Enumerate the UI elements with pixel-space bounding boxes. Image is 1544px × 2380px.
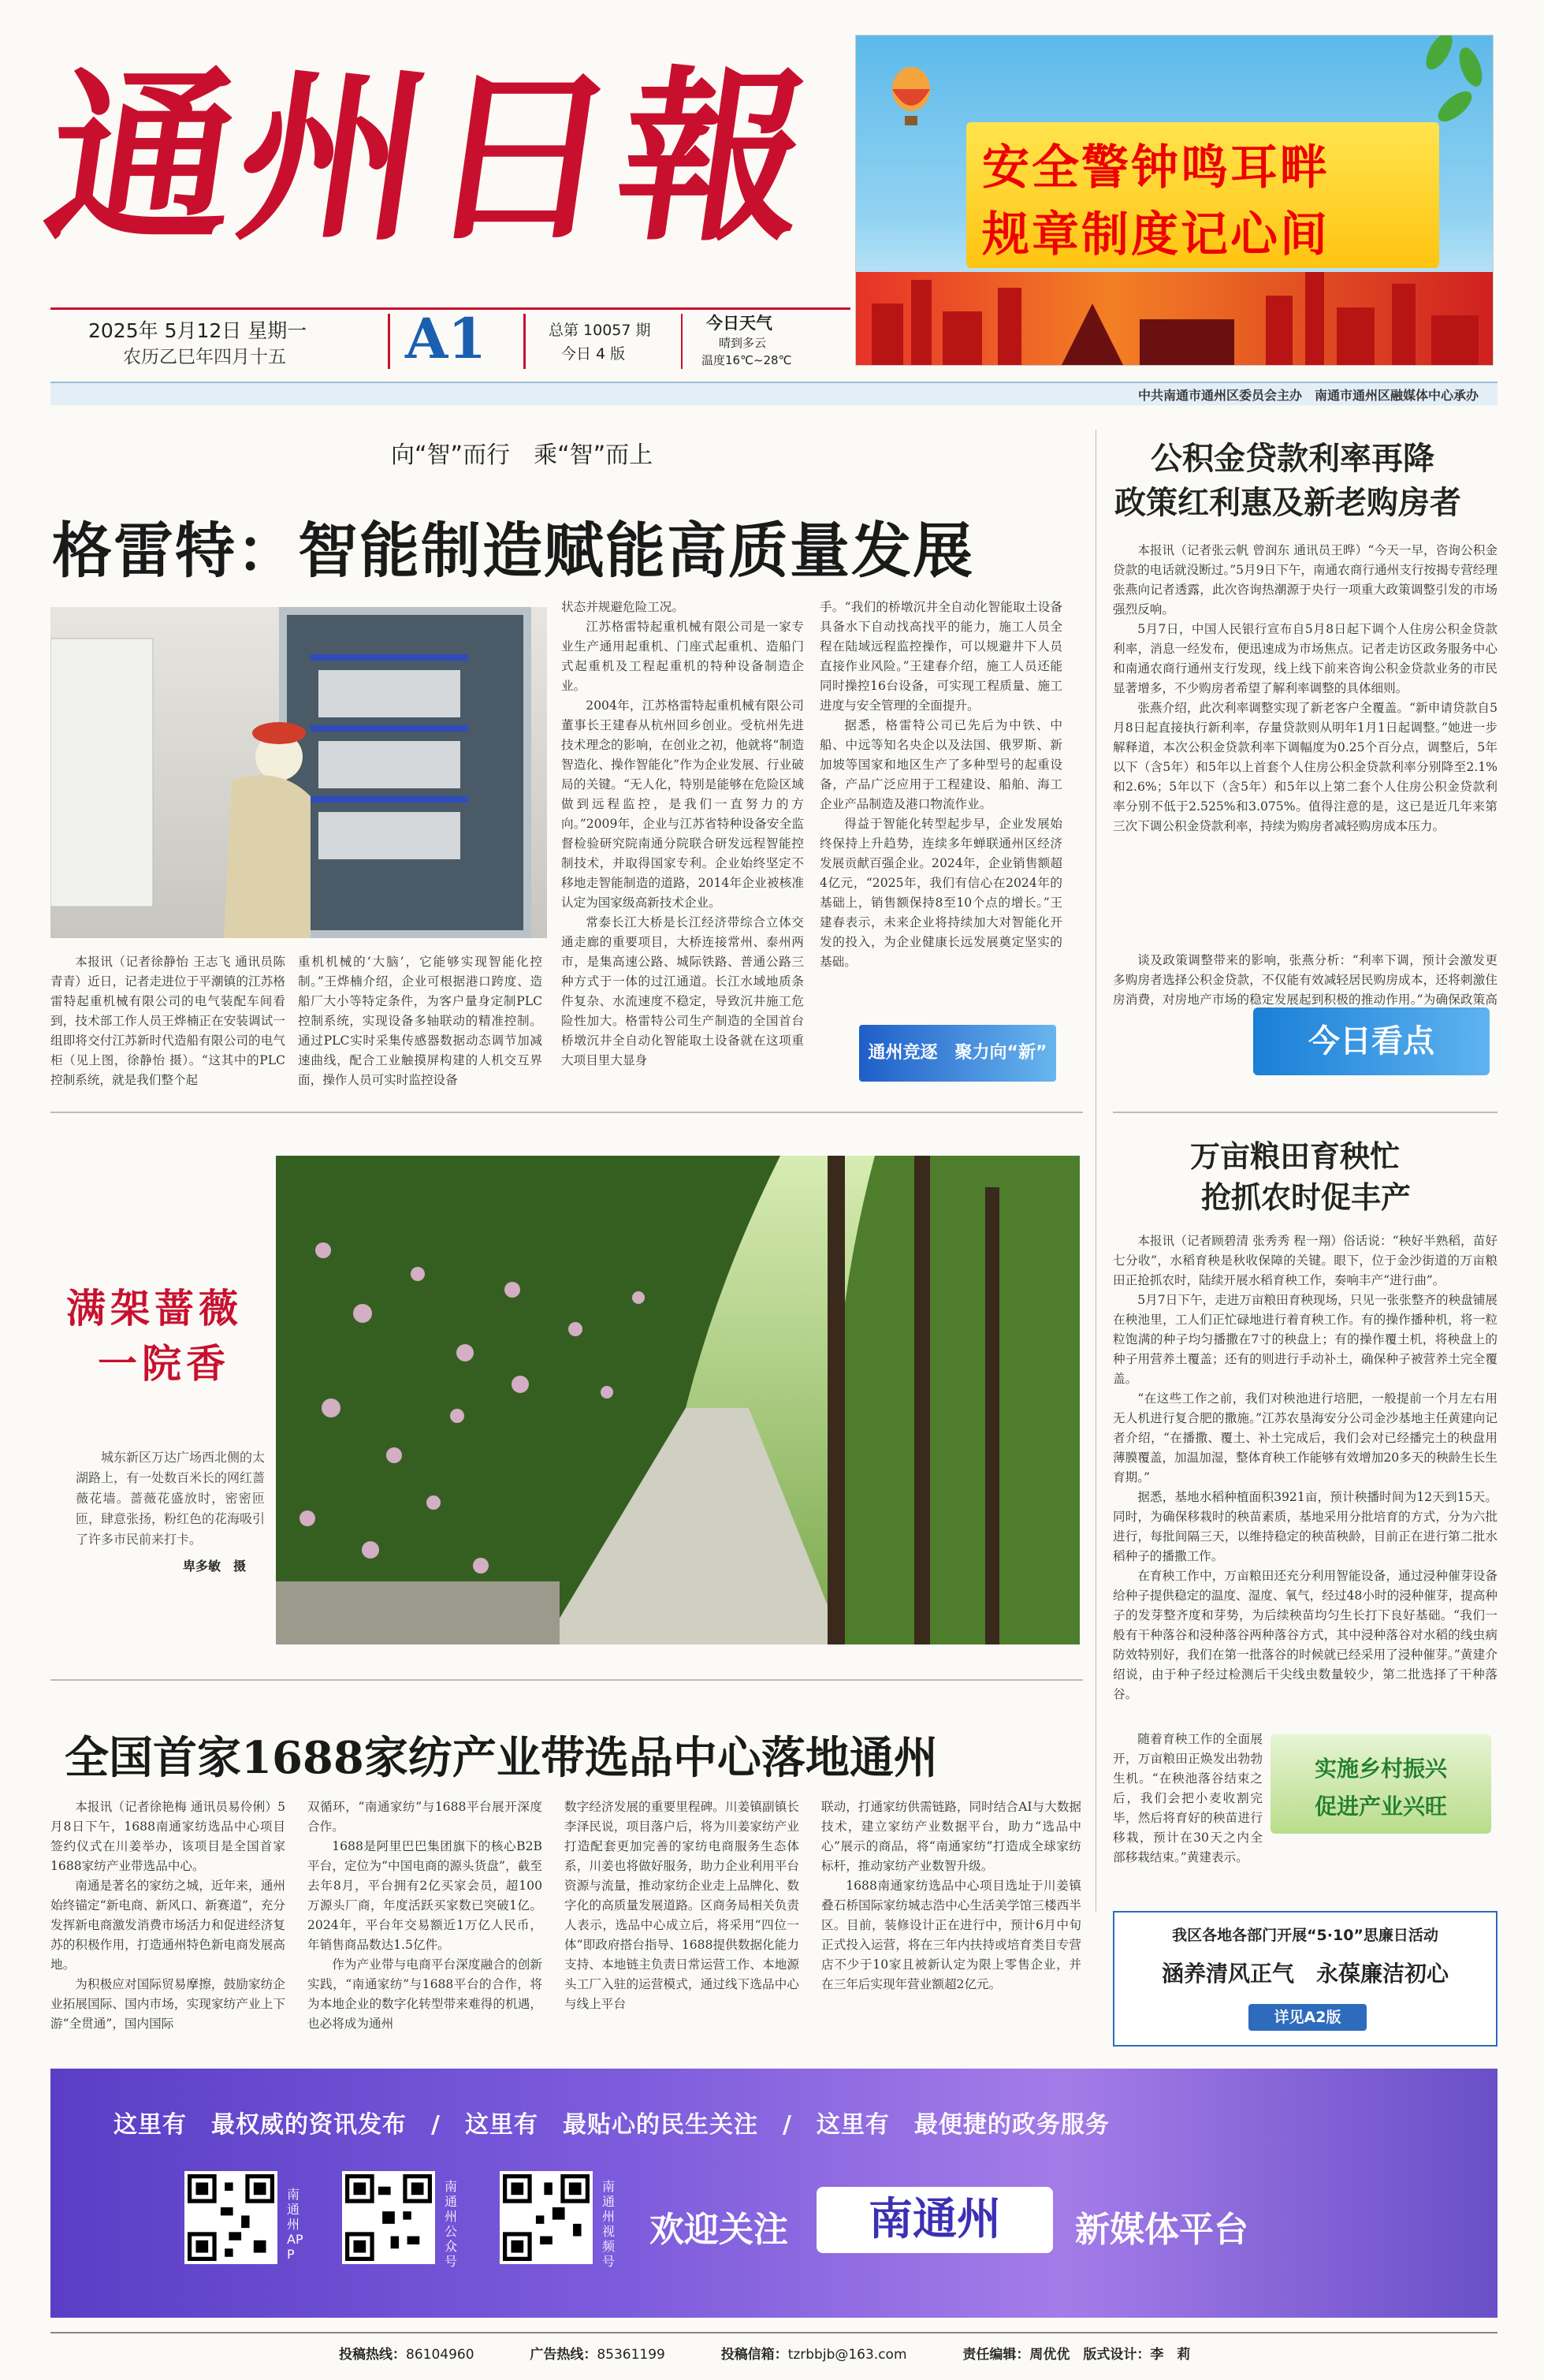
feature-caption: 城东新区万达广场西北侧的太湖路上，有一处数百米长的网红蔷薇花墙。蔷薇花盛放时，密密匝匝，肆意张扬，粉红色的花海吸引了许多市民前来打卡。 [76,1450,265,1547]
qr-code-icon [188,2174,274,2261]
bottom-col-2 [307,1797,542,2054]
right2-headline-2: 抢抓农时促丰产 [1201,1180,1412,1215]
notice-more-link[interactable]: 详见A2版 [1248,2004,1367,2031]
bottom-col2-para-2: 1688是阿里巴巴集团旗下的核心B2B平台，定位为“中国电商的源头货盘”，截至去年8月，平台拥有2亿买家会员，超100万源头厂商，年度活跃买家数已突破1亿。2024年，平台年交易额近1万亿人民币，年销售商品数达1.5亿件。 [307,1839,542,1952]
lead-col-3 [561,598,804,1090]
ad-cta-pre: 欢迎关注 [649,2210,788,2250]
weather-temp: 温度16℃~28℃ [701,353,792,367]
feature-title-2: 一院香 [98,1340,230,1387]
lead-col3-para-2: 江苏格雷特起重机械有限公司是一家专业生产通用起重机、门座式起重机、造船门式起重机及工程起重机的特种设备制造企业。 [561,620,804,693]
right1-para-4: 谈及政策调整带来的影响，张燕分析：“利率下调，预计会激发更多购房者选择公积金贷款，不仅能有效减轻居民购房成本，还将刺激住房消费，对房地产市场的稳定发展起到积极的推动作用。”为确保政策高 [1113,953,1497,1007]
weather-title: 今日天气 [706,314,772,333]
lead-col3-para-1: 状态并规避危险工况。 [561,600,684,614]
ad-hotline-number: 85361199 [597,2347,665,2363]
leaves-icon [1408,35,1494,138]
ad-slogan: 这里有 最权威的资讯发布 / 这里有 最贴心的民生关注 / 这里有 最便捷的政务服务 [113,2111,1110,2139]
qr-code-video[interactable] [500,2171,593,2264]
city-skyline-icon [856,272,1494,366]
bottom-col-1 [50,1797,285,2054]
qr-code-icon [345,2174,432,2261]
hotline-label: 投稿热线： [339,2347,406,2363]
tongzhou-competition-logo: 通州竞逐 聚力向“新” [859,1025,1056,1082]
rural-logo-line-1: 实施乡村振兴 [1314,1756,1447,1782]
lead-col4-para-3: 得益于智能化转型起步早，企业发展始终保持上升趋势，连续多年蝉联通州区经济发展贡献百强企业。2024年，企业销售额超4亿元，“2025年，我们有信心在2024年的基础上，销售额保持8至10个点的增长。”王建春表示，未来企业将持续加大对智能化开发的投入，为企业健康长远发展奠定坚实的基础。 [820,817,1062,969]
notice-box [1113,1911,1497,2047]
banner-line-1: 安全警钟鸣耳畔 [982,140,1330,196]
lead-col4-para-2: 据悉，格雷特公司已先后为中铁、中船、中远等知名央企以及法国、俄罗斯、新加坡等国家和地区生产了多种型号的起重设备，产品广泛应用于工程建设、船舶、海工企业产品制造及港口物流作业。 [820,718,1062,811]
right1-para-2: 5月7日，中国人民银行宣布自5月8日起下调个人住房公积金贷款利率，消息一经发布，便迅速成为市场焦点。记者走访区政务服务中心和南通农商行通州支行发现，线上线下前来咨询公积金贷款业务的市民显著增多，不少购房者希望了解利率调整的具体细则。 [1113,622,1497,695]
bottom-col4-para-2: 1688南通家纺选品中心项目选址于川姜镇叠石桥国际家纺城志浩中心生活美学馆三楼西半区。目前，装修设计正在进行中，预计6月中旬正式投入运营，将在三年内扶持或培育类目专营店不少于10家且被新认定为限上零售企业，并在三年后实现年营业额超2亿元。 [821,1879,1081,1991]
lead-col3-para-3: 2004年，江苏格雷特起重机械有限公司董事长王建春从杭州回乡创业。受杭州先进技术理念的影响，在创业之初，他就将“制造智造化、操作智能化”作为企业发展、行业破局的关键。“无人化，特别是能够在危险区域做到远程监控，是我们一直努力的方向。”2009年，企业与江苏省特种设备安全监督检验研究院南通分院联合研发远程智能控制技术，并取得国家专利。企业始终坚定不移地走智能制造的道路，2014年企业被核准认定为国家级高新技术企业。 [561,698,804,910]
banner-line-2: 规章制度记心间 [982,207,1330,263]
right2-body-tail [1113,1730,1263,1887]
lead-col-4 [820,598,1062,1023]
qr-code-wechat[interactable] [342,2171,435,2264]
qr-code-icon [503,2174,590,2261]
qr-label-video: 南通州视频号 [602,2179,616,2269]
rose-wall-photo [276,1156,1080,1644]
lead-col4-para-1: 手。“我们的桥墩沉井全自动化智能取土设备具备水下自动找高找平的能力，施工人员全程在陆域远程监控操作，可以规避井下人员直接作业风险。”王建春介绍，施工人员还能同时操控16台设备，可实现工程质量、施工进度与安全管理的全面提升。 [820,600,1062,713]
issue-number: 总第 10057 期 [549,322,651,339]
rural-revitalization-logo [1271,1734,1491,1834]
editor-credit: 责任编辑：周优优 版式设计：李 莉 [962,2347,1191,2363]
ad-cta-post: 新媒体平台 [1075,2210,1248,2250]
notice-title: 我区各地各部门开展“5·10”思廉日活动 [1172,1927,1438,1944]
right2-body [1113,1231,1497,1730]
page-count: 今日 4 版 [561,345,626,363]
right1-body [1113,541,1497,951]
right2-para-4: 据悉，基地水稻种植面积3921亩，预计秧播时间为12天到15天。同时，为确保移栽时的秧苗素质，基地采用分批培育的方式，分为六批进行，每批间隔三天，以维持稳定的秧苗秧龄，目前正在进行第二批水稻种子的播撒工作。 [1113,1490,1497,1563]
ad-cta-brand: 南通州 [817,2187,1053,2253]
new-media-ad [50,2069,1497,2318]
qr-label-wechat: 南通州公众号 [445,2179,458,2269]
feature-title-1: 满架蔷薇 [66,1285,243,1332]
bottom-col4-para-1: 联动，打通家纺供需链路，同时结合AI与大数据技术，建立家纺产业数据平台，助力“选品中心”展示的商品，将“南通家纺”打造成全球家纺标杆，推动家纺产业数智升级。 [821,1800,1081,1873]
qr-code-app[interactable] [184,2171,277,2264]
bottom-headline: 全国首家1688家纺产业带选品中心落地通州 [65,1732,938,1784]
bottom-col-3 [564,1797,799,2054]
right1-body-tail [1113,951,1497,1007]
lunar-date: 农历乙巳年四月十五 [123,347,286,367]
today-focus-logo: 今日看点 [1253,1007,1490,1075]
lead-col3-para-4: 常泰长江大桥是长江经济带综合立体交通走廊的重要项目，大桥连接常州、泰州两市，是集高速公路、城际铁路、普通公路三种方式于一体的过江通道。长江水域地质条件复杂、水流速度不稳定，导致沉井施工危险性加大。格雷特公司生产制造的全国首台桥墩沉井全自动化智能取土设备就在这项重大项目里大显身 [561,915,804,1067]
lead-col-1 [50,952,285,1090]
email-address[interactable]: tzrbbjb@163.com [787,2347,907,2363]
right2-headline-1: 万亩粮田育秧忙 [1190,1139,1401,1174]
lead-col-2 [298,952,542,1090]
bottom-col1-para-2: 南通是著名的家纺之城，近年来，通州始终锚定“新电商、新风口、新赛道”，充分发挥新电商激发消费市场活力和促进经济复苏的积极作用，打造通州特色新电商发展高地。 [50,1879,285,1972]
bottom-col3-para-1: 数字经济发展的重要里程碑。川姜镇副镇长李泽民说，项目落户后，将为川姜家纺产业打造配套更加完善的家纺电商服务生态体系，川姜也将做好服务，助力企业利用平台资源与流量，推动家纺企业走上品牌化、数字化的高质量发展道路。区商务局相关负责人表示，选品中心成立后，将采用“四位一体”即政府搭台指导、1688提供数据化能力支持、本地链主负责日常运营工作、本地源头工厂入驻的运营模式，通过线下选品中心与线上平台 [564,1800,799,2011]
weather-desc: 晴到多云 [719,336,767,350]
footer-bar [339,2343,1190,2363]
bottom-col2-para-3: 作为产业带与电商平台深度融合的创新实践，“南通家纺”与1688平台的合作，将为本地企业的数字化转型带来难得的机遇，也必将成为通州 [307,1957,542,2031]
hotline-number: 86104960 [406,2347,474,2363]
safety-banner [855,35,1494,366]
hot-air-balloon-icon [887,67,935,130]
notice-main: 涵养清风正气 永葆廉洁初心 [1161,1961,1449,1987]
feature-credit: 卑多敏 摄 [183,1559,247,1574]
bottom-col1-para-3: 为积极应对国际贸易摩擦，鼓励家纺企业拓展国际、国内市场，实现家纺产业上下游“全贯通”，国内国际 [50,1977,285,2031]
right2-para-5: 在育秧工作中，万亩粮田还充分利用智能设备，通过浸种催芽设备给种子提供稳定的温度、湿度、氧气，经过48小时的浸种催芽，提高种子的发芽整齐度和芽势，为后续秧苗均匀生长打下良好基础。“我们一般有干种落谷和浸种落谷两种落谷方式，其中浸种落谷对水稻的线虫病防效特别好，我们在第一批落谷的时候就已经采用了浸种催芽。”黄建介绍说，由于种子经过检测后干尖线虫数量较少，第二批选择了干种落谷。 [1113,1569,1497,1701]
right1-para-1: 本报讯（记者张云帆 曾润东 通讯员王晔）“今天一早，咨询公积金贷款的电话就没断过。”5月9日下午，南通农商行通州支行按揭专营经理张燕向记者透露，此次咨询热潮源于央行一项重大政策调整引发的市场强烈反响。 [1113,543,1497,616]
lead-col2-para: 重机机械的‘大脑’，它能够实现智能化控制。”王烨楠介绍，企业可根据港口跨度、造船厂大小等特定条件，为客户量身定制PLC控制系统，实现设备多轴联动的精准控制。通过PLC实时采集传感器数据动态调节加减速曲线，配合工业触摸屏构建的人机交互界面，操作人员可实时监控设备 [298,955,542,1087]
ad-hotline-label: 广告热线： [530,2347,597,2363]
rural-logo-line-2: 促进产业兴旺 [1314,1793,1447,1819]
sponsor-strip [50,382,1497,405]
right2-para-6: 随着育秧工作的全面展开，万亩粮田正焕发出勃勃生机。“在秧池落谷结束之后，我们会把小麦收割完毕，然后将育好的秧苗进行移栽，预计在30天之内全部移栽结束。”黄建表示。 [1113,1732,1263,1864]
lead-kicker: 向“智”而行 乘“智”而上 [391,441,653,469]
feature-divider [50,1112,1083,1113]
masthead-logo: 通州日報 [35,49,826,266]
right2-para-2: 5月7日下午，走进万亩粮田育秧现场，只见一张张整齐的秧盘铺展在秧池里，工人们正忙碌地进行着育秧工作。有的操作播种机，将一粒粒饱满的种子均匀播撒在7寸的秧盘上；有的操作覆土机，将秧盘上的种子用营养土覆盖；还有的则进行手动补土，确保种子被营养土完全覆盖。 [1113,1293,1497,1386]
bottom-col2-para-1: 双循环，“南通家纺”与1688平台展开深度合作。 [307,1800,542,1834]
right2-para-1: 本报讯（记者顾碧清 张秀秀 程一翔）俗话说：“秧好半熟稻，苗好七分收”，水稻育秧是秋收保障的关键。眼下，位于金沙街道的万亩粮田正抢抓农时，陆续开展水稻育秧工作，奏响丰产“进行曲”。 [1113,1234,1497,1287]
sponsor-text: 中共南通市通州区委员会主办 南通市通州区融媒体中心承办 [1137,388,1479,403]
date-info-block [50,307,850,378]
right1-para-3: 张燕介绍，此次利率调整实现了新老客户全覆盖。“新申请贷款自5月8日起直接执行新利率，存量贷款则从明年1月1日起调整。”她进一步解释道，本次公积金贷款利率下调幅度为0.25个百分点，调整后，5年以下（含5年）和5年以上首套个人住房公积金贷款利率分别降至2.1%和2.6%；5年以下（含5年）和5年以上第二套个人住房公积金贷款利率分别不低于2.525%和3.075%。值得注意的是，这已是近几年来第三次下调公积金贷款利率，持续为购房者减轻购房成本压力。 [1113,701,1497,833]
lead-photo [50,607,547,938]
bottom-col-4 [821,1797,1081,2054]
right2-para-3: “在这些工作之前，我们对秧池进行培肥，一般提前一个月左右用无人机进行复合肥的撒施。”江苏农垦海安分公司金沙基地主任黄建向记者介绍，“在播撒、覆土、补土完成后，我们会对已经播完土的秧盘用薄膜覆盖，加温加湿，整体育秧工作能够有效增加20多天的秧龄生长生育期。” [1113,1391,1497,1484]
qr-label-app: 南通州APP [287,2187,303,2262]
date-line: 2025年 5月12日 星期一 [88,319,307,342]
lead-headline: 格雷特：智能制造赋能高质量发展 [52,516,974,586]
bottom-col1-para-1: 本报讯（记者徐艳梅 通讯员易伶俐）5月8日下午，1688南通家纺选品中心项目签约仪式在川姜举办，该项目是全国首家1688家纺产业带选品中心。 [50,1800,285,1873]
lead-col1-para: 本报讯（记者徐静怡 王志飞 通讯员陈青青）近日，记者走进位于平潮镇的江苏格雷特起重机械有限公司的电气装配车间看到，技术部工作人员王烨楠正在安装调试一组即将交付江苏新时代造船有限公司的电气柜（见上图，徐静怡 摄）。“这其中的PLC控制系统，就是我们整个起 [50,955,285,1087]
email-label: 投稿信箱： [720,2347,788,2363]
edition-number: A1 [405,306,487,371]
right1-headline-2: 政策红利惠及新老购房者 [1114,485,1461,521]
right1-headline-1: 公积金贷款利率再降 [1151,441,1434,477]
